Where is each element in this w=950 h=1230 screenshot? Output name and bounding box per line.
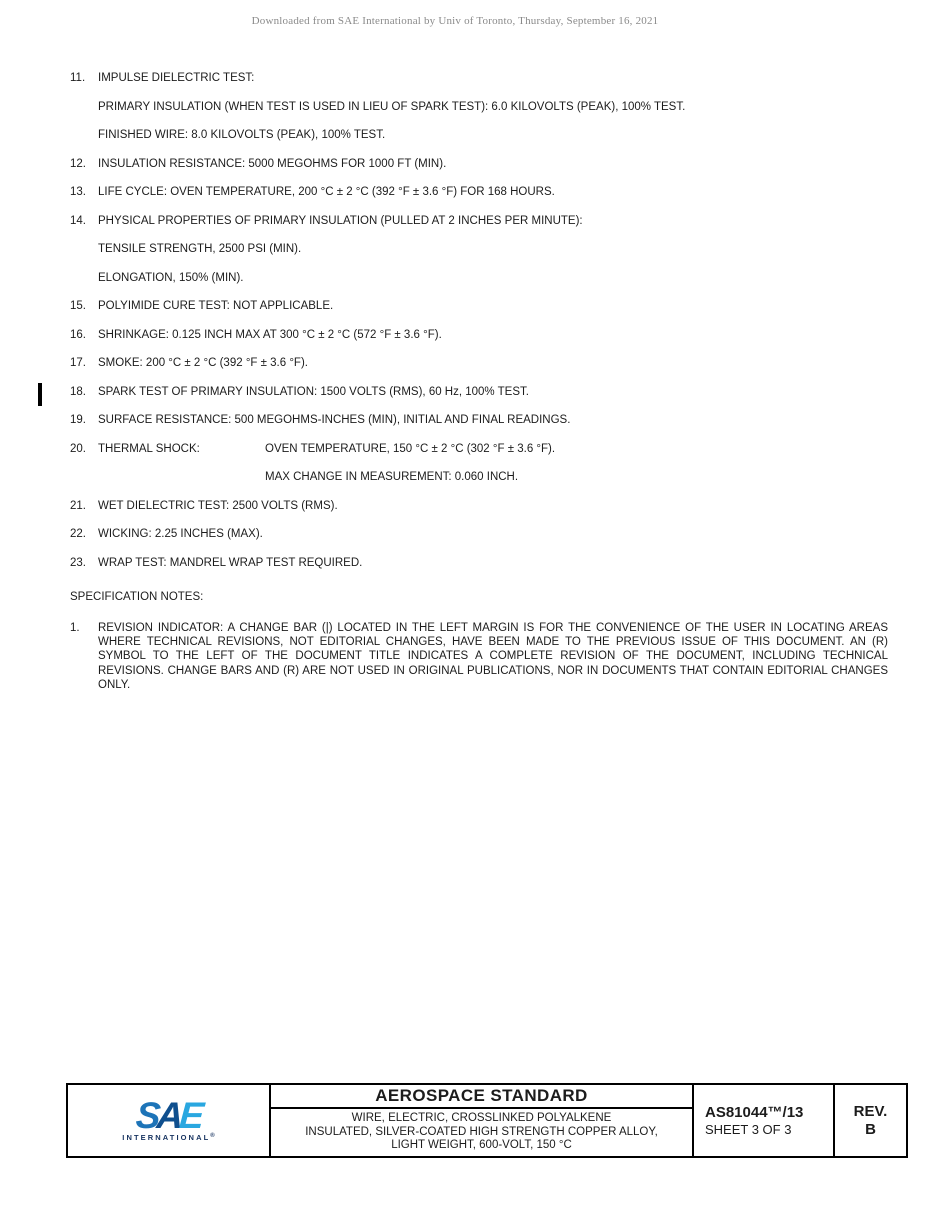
item-number <box>70 128 98 142</box>
list-item-11-sub <box>70 128 888 142</box>
list-item-14-sub <box>70 242 888 256</box>
registered-mark: ® <box>210 1132 215 1139</box>
list-item-13 <box>70 185 888 199</box>
item-text: IMPULSE DIELECTRIC TEST: <box>98 72 255 84</box>
specification-notes-heading: SPECIFICATION NOTES: <box>70 590 204 603</box>
revision-value: B <box>865 1120 876 1138</box>
download-watermark: Downloaded from SAE International by Univ of Toronto, Thursday, September 16, 2021 <box>251 15 659 27</box>
list-item-12 <box>70 157 888 171</box>
document-subtitle <box>271 1109 692 1156</box>
document-number: AS81044™/13 <box>705 1103 804 1121</box>
item-number <box>70 100 98 114</box>
item-number: 12. <box>70 157 86 170</box>
list-item-11 <box>70 71 888 85</box>
item-text: SHRINKAGE: 0.125 INCH MAX AT 300 °C ± 2 °C (572 °F ± 3.6 °F). <box>98 328 442 341</box>
sae-logo-letter-e: E <box>178 1094 202 1136</box>
item-text: WRAP TEST: MANDREL WRAP TEST REQUIRED. <box>98 556 363 569</box>
list-item-18 <box>70 385 888 399</box>
item-number: 13. <box>70 186 86 198</box>
international-label: INTERNATIONAL <box>122 1132 211 1142</box>
item-number: 18. <box>70 385 86 398</box>
item-text: ELONGATION, 150% (MIN). <box>98 271 244 284</box>
item-number <box>70 271 98 285</box>
sheet-indicator: SHEET 3 OF 3 <box>705 1121 792 1137</box>
item-label <box>98 470 265 484</box>
list-item-14 <box>70 214 888 228</box>
title-block <box>66 1083 908 1158</box>
item-number: 19. <box>70 414 86 426</box>
list-item-15 <box>70 299 888 313</box>
item-text: PRIMARY INSULATION (WHEN TEST IS USED IN LIEU OF SPARK TEST): 6.0 KILOVOLTS (PEAK), 100% TEST. <box>98 100 686 113</box>
item-number: 22. <box>70 528 86 540</box>
list-item-11-sub <box>70 100 888 114</box>
item-text: MAX CHANGE IN MEASUREMENT: 0.060 INCH. <box>265 471 519 483</box>
list-item-20 <box>70 442 888 456</box>
item-text: POLYIMIDE CURE TEST: NOT APPLICABLE. <box>98 300 334 312</box>
item-number: 16. <box>70 328 86 341</box>
spec-requirements-list <box>70 71 888 707</box>
list-item-17 <box>70 356 888 370</box>
item-number <box>70 242 98 256</box>
note-number: 1. <box>70 621 80 634</box>
document-type-title: AEROSPACE STANDARD <box>271 1085 692 1109</box>
revision-cell <box>833 1085 906 1156</box>
list-item-19 <box>70 413 888 427</box>
item-text: SMOKE: 200 °C ± 2 °C (392 °F ± 3.6 °F). <box>98 357 308 369</box>
revision-change-bar <box>38 383 42 406</box>
list-item-14-sub <box>70 271 888 285</box>
list-item-22 <box>70 527 888 541</box>
item-number: 17. <box>70 357 86 369</box>
item-text: INSULATION RESISTANCE: 5000 MEGOHMS FOR 1000 FT (MIN). <box>98 157 447 170</box>
sae-logo-letter-a: A <box>155 1094 182 1136</box>
item-text: TENSILE STRENGTH, 2500 PSI (MIN). <box>98 243 302 255</box>
item-text: PHYSICAL PROPERTIES OF PRIMARY INSULATION (PULLED AT 2 INCHES PER MINUTE): <box>98 214 583 227</box>
note-text: REVISION INDICATOR: A CHANGE BAR (|) LOCATED IN THE LEFT MARGIN IS FOR THE CONVENIENCE OF THE USER IN LOCATING AREAS WHERE TECHNICAL REVISIONS, NOT EDITORIAL CHANGES, HAVE BEEN MADE TO THE PREVIOUS ISSUE OF THIS DOCUMENT. AN (R) SYMBOL TO THE LEFT OF THE DOCUMENT TITLE INDICATES A COMPLETE REVISION OF THE DOCUMENT, INCLUDING TECHNICAL REVISIONS. CHANGE BARS AND (R) ARE NOT USED IN ORIGINAL PUBLICATIONS, NOR IN DOCUMENTS THAT CONTAIN EDITORIAL CHANGES ONLY. <box>98 621 888 692</box>
item-number: 20. <box>70 442 86 455</box>
list-item-21 <box>70 499 888 513</box>
item-text: SPARK TEST OF PRIMARY INSULATION: 1500 VOLTS (RMS), 60 Hz, 100% TEST. <box>98 385 529 398</box>
subtitle-line-1: WIRE, ELECTRIC, CROSSLINKED POLYALKENE <box>351 1112 612 1125</box>
item-number <box>70 470 98 484</box>
item-number: 14. <box>70 214 86 227</box>
title-cell <box>269 1085 692 1156</box>
subtitle-line-2: INSULATED, SILVER-COATED HIGH STRENGTH COPPER ALLOY, <box>305 1125 658 1138</box>
sae-logo-letter-s: S <box>135 1094 159 1136</box>
item-number: 15. <box>70 300 86 312</box>
item-text: WICKING: 2.25 INCHES (MAX). <box>98 528 263 540</box>
item-text: OVEN TEMPERATURE, 150 °C ± 2 °C (302 °F ± 3.6 °F). <box>265 442 556 455</box>
item-label: THERMAL SHOCK: <box>98 442 200 455</box>
document-number-cell <box>692 1085 833 1156</box>
item-text: FINISHED WIRE: 8.0 KILOVOLTS (PEAK), 100% TEST. <box>98 129 386 141</box>
subtitle-line-3: LIGHT WEIGHT, 600-VOLT, 150 °C <box>391 1139 572 1152</box>
revision-label: REV. <box>853 1102 888 1120</box>
item-text: LIFE CYCLE: OVEN TEMPERATURE, 200 °C ± 2 °C (392 °F ± 3.6 °F) FOR 168 HOURS. <box>98 186 555 198</box>
sae-logo-letters <box>135 1094 202 1136</box>
item-text: SURFACE RESISTANCE: 500 MEGOHMS-INCHES (MIN), INITIAL AND FINAL READINGS. <box>98 414 571 426</box>
specification-note-1 <box>70 621 888 693</box>
item-number: 11. <box>70 72 86 84</box>
item-number: 23. <box>70 556 86 569</box>
list-item-16 <box>70 328 888 342</box>
list-item-23 <box>70 556 888 570</box>
item-text: WET DIELECTRIC TEST: 2500 VOLTS (RMS). <box>98 499 338 512</box>
list-item-20-sub <box>70 470 888 484</box>
sae-logo <box>68 1085 269 1156</box>
item-number: 21. <box>70 499 86 512</box>
